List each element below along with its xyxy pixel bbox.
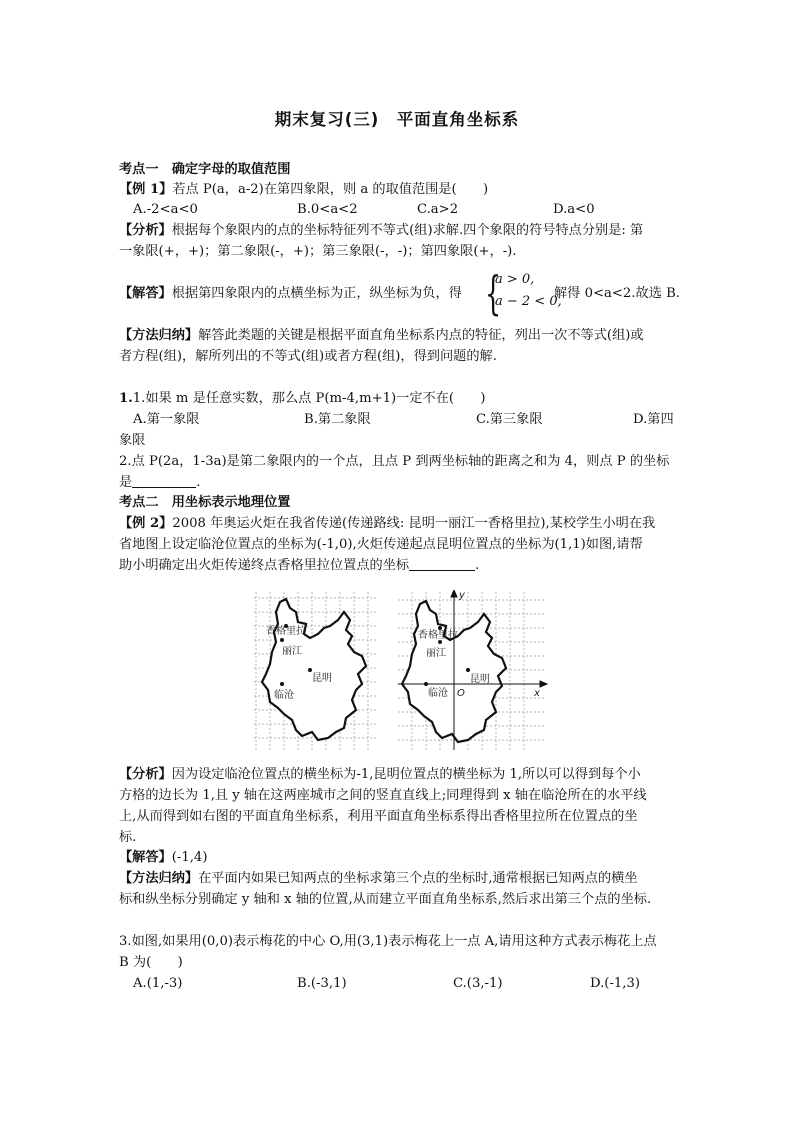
label-lijiang: 丽江	[282, 646, 302, 657]
y-axis-label: y	[459, 590, 465, 601]
method-tag: 【方法归纳】	[119, 328, 199, 343]
example-1-option-d: D.a<0	[553, 202, 595, 217]
answer-tag-2: 【解答】	[119, 850, 172, 865]
analysis-tag: 【分析】	[119, 223, 172, 238]
example-1-option-a: A.-2<a<0	[133, 202, 198, 217]
label-xianggelila: 香格里拉	[266, 626, 306, 637]
answer-conclusion: 解得 0<a<2.故选 B.	[554, 286, 680, 301]
province-map-right-coordinates	[396, 590, 548, 752]
question-1-option-c: C.第三象限	[476, 412, 543, 427]
example-2-tag: 【例 2】	[119, 516, 173, 531]
question-2-wrap: 是 .	[119, 475, 201, 490]
example-1-answer-line	[119, 285, 462, 303]
example-2-answer	[119, 849, 207, 867]
method-summary-line-2: 者方程(组)，解所列出的不等式(组)或者方程(组)，得到问题的解.	[119, 349, 497, 364]
example-1-text: 若点 P(a，a-2)在第四象限，则 a 的取值范围是( )	[172, 182, 489, 197]
method-text-2: 在平面内如果已知两点的坐标求第三个点的坐标时,通常根据已知两点的横坐	[198, 871, 638, 886]
example-1-tag: 【例 1】	[119, 182, 173, 197]
method-summary-2-line-2: 标和纵坐标分别确定 y 轴和 x 轴的位置,从而建立平面直角坐标系,然后求出第三个点的坐标.	[119, 892, 652, 907]
label-lincang: 临沧	[274, 690, 294, 701]
inequality-row-2: a − 2 < 0,	[495, 294, 562, 309]
example-2-line-3: 助小明确定出火炬传递终点香格里拉位置点的坐标 .	[119, 558, 480, 573]
method-summary-line-1	[119, 327, 644, 345]
question-1: 1.1.如果 m 是任意实数，那么点 P(m-4,m+1)一定不在( )	[119, 391, 486, 406]
province-map-left	[252, 590, 378, 752]
example-1-question	[119, 181, 488, 199]
example-1-option-c: C.a>2	[417, 202, 459, 217]
example-2-analysis-line-2: 方格的边长为 1,且 y 轴在这两座城市之间的竖直直线上;同理得到 x 轴在临沧所在的水平线	[119, 788, 647, 803]
example-2-line-2: 省地图上设定临沧位置点的坐标为(-1,0),火炬传递起点昆明位置点的坐标为(1,1)如图,请帮	[119, 537, 643, 552]
label-kunming-right: 昆明	[470, 674, 490, 685]
question-3-option-b: B.(-3,1)	[297, 976, 347, 991]
example-1-analysis-line-2: 一象限(+，+)；第二象限(-，+)；第三象限(-，-)；第四象限(+，-).	[119, 244, 517, 259]
answer-text: 根据第四象限内的点横坐标为正，纵坐标为负，得	[171, 286, 462, 301]
method-summary-2-line-1	[119, 870, 638, 888]
question-1-option-b: B.第二象限	[304, 412, 371, 427]
example-2-analysis-line-4: 标.	[119, 830, 137, 845]
question-3-option-d: D.(-1,3)	[590, 976, 641, 991]
province-outline-left	[262, 599, 366, 740]
question-1-wrap: 象限	[119, 433, 146, 448]
question-3-option-c: C.(3,-1)	[453, 976, 503, 991]
example-2-line-1	[119, 515, 655, 533]
label-lijiang-right: 丽江	[426, 648, 446, 659]
method-text: 解答此类题的关键是根据平面直角坐标系内点的特征，列出一次不等式(组)或	[198, 328, 644, 343]
inequality-row-1: a > 0,	[495, 272, 535, 287]
example-2-analysis-line-1	[119, 766, 641, 784]
question-1-option-a: A.第一象限	[133, 412, 200, 427]
answer-blank-2[interactable]	[409, 557, 475, 571]
example-1-option-b: B.0<a<2	[297, 202, 358, 217]
example-2-text: 2008 年奥运火炬在我省传递(传递路线: 昆明一丽江一香格里拉),某校学生小明在我	[172, 516, 656, 531]
answer-text-2: (-1,4)	[171, 850, 208, 865]
method-tag-2: 【方法归纳】	[119, 871, 199, 886]
question-1-text: 1.如果 m 是任意实数，那么点 P(m-4,m+1)一定不在( )	[132, 391, 486, 406]
question-3-option-a: A.(1,-3)	[133, 976, 183, 991]
analysis-tag-2: 【分析】	[119, 767, 172, 782]
question-2: 2.点 P(2a，1-3a)是第二象限内的一个点，且点 P 到两坐标轴的距离之和为 4，则点 P 的坐标	[119, 454, 670, 469]
question-3-line-2: B 为( )	[119, 955, 183, 970]
origin-label: O	[457, 688, 465, 699]
example-1-analysis-line-1	[119, 222, 643, 240]
answer-blank[interactable]	[132, 474, 196, 488]
question-2-wrap-text: 是	[119, 475, 133, 490]
example-2-analysis-line-3: 上,从而得到如右图的平面直角坐标系，利用平面直角坐标系得出香格里拉所在位置点的坐	[119, 809, 638, 824]
analysis-text: 根据每个象限内的点的坐标特征列不等式(组)求解.四个象限的符号特点分别是: 第	[171, 223, 644, 238]
question-1-option-d: D.第四	[633, 412, 674, 427]
section-heading-2: 考点二 用坐标表示地理位置	[119, 495, 291, 510]
analysis-text-2: 因为设定临沧位置点的横坐标为-1,昆明位置点的横坐标为 1,所以可以得到每个小	[171, 767, 641, 782]
x-axis-label: x	[534, 688, 540, 699]
question-3-line-1: 3.如图,如果用(0,0)表示梅花的中心 O,用(3,1)表示梅花上一点 A,请用这种方式表示梅花上点	[119, 934, 657, 949]
page-title: 期末复习(三) 平面直角坐标系	[274, 110, 520, 129]
label-xianggelila-right: 香格里拉	[418, 630, 458, 641]
example-2-text-3: 助小明确定出火炬传递终点香格里拉位置点的坐标	[119, 558, 410, 573]
section-heading-1: 考点一 确定字母的取值范围	[119, 162, 291, 177]
label-lincang-right: 临沧	[428, 688, 448, 699]
label-kunming: 昆明	[312, 673, 332, 684]
left-brace: {	[485, 266, 502, 320]
answer-tag: 【解答】	[119, 286, 172, 301]
